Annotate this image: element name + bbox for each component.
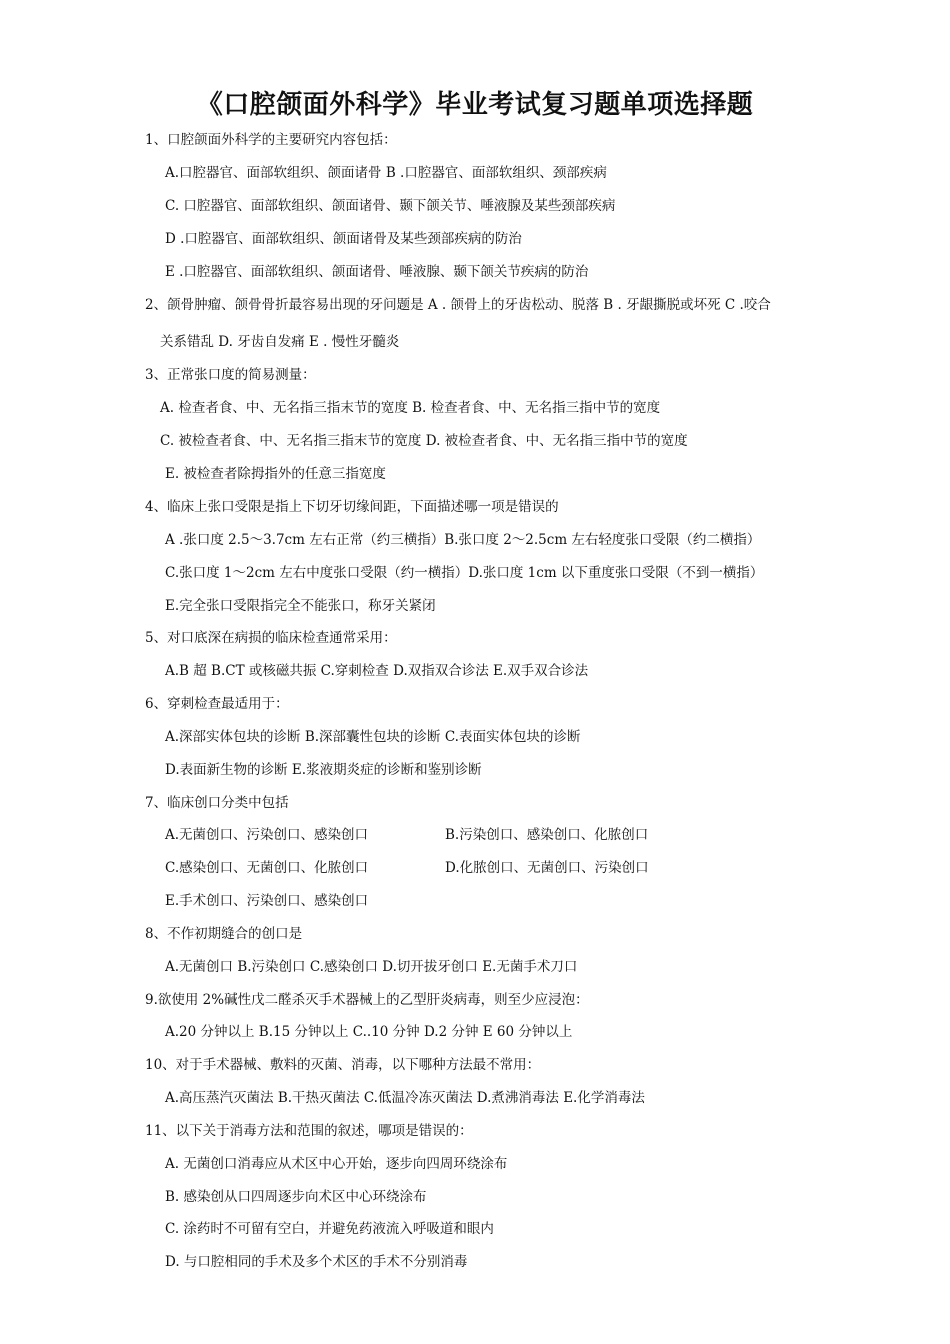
question-4-option-ab: A .张口度 2.5～3.7cm 左右正常（约三横指）B.张口度 2～2.5cm 左右轻度张口受限（约二横指） [165, 532, 761, 548]
question-10-options: A.高压蒸汽灭菌法 B.干热灭菌法 C.低温冷冻灭菌法 D.煮沸消毒法 E.化学消毒法 [165, 1090, 645, 1106]
question-3-stem: 3、正常张口度的简易测量： [145, 367, 316, 383]
question-3-option-ab: A. 检查者食、中、无名指三指末节的宽度 B. 检查者食、中、无名指三指中节的宽度 [160, 400, 661, 416]
question-6-option-abc: A.深部实体包块的诊断 B.深部囊性包块的诊断 C.表面实体包块的诊断 [165, 729, 581, 745]
question-8-options: A.无菌创口 B.污染创口 C.感染创口 D.切开拔牙创口 E.无菌手术刀口 [165, 959, 578, 975]
question-10-stem: 10、对于手术器械、敷料的灭菌、消毒，以下哪种方法最不常用： [145, 1057, 541, 1073]
question-3-option-cd: C. 被检查者食、中、无名指三指末节的宽度 D. 被检查者食、中、无名指三指中节的宽度 [160, 433, 688, 449]
question-7-option-b: B.污染创口、感染创口、化脓创口 [445, 827, 649, 843]
question-4-stem: 4、临床上张口受限是指上下切牙切缘间距，下面描述哪一项是错误的 [145, 499, 559, 515]
question-1-stem: 1、口腔颌面外科学的主要研究内容包括： [145, 132, 397, 148]
question-9-stem: 9.欲使用 2%碱性戊二醛杀灭手术器械上的乙型肝炎病毒，则至少应浸泡： [145, 992, 589, 1008]
question-7-stem: 7、临床创口分类中包括 [145, 795, 289, 811]
question-7-option-d: D.化脓创口、无菌创口、污染创口 [445, 860, 649, 876]
question-6-stem: 6、穿刺检查最适用于： [145, 696, 289, 712]
page-title: 《口腔颌面外科学》毕业考试复习题单项选择题 [196, 90, 754, 120]
question-11-option-c: C. 涂药时不可留有空白，并避免药液流入呼吸道和眼内 [165, 1221, 494, 1237]
question-11-option-a: A. 无菌创口消毒应从术区中心开始，逐步向四周环绕涂布 [165, 1156, 508, 1172]
question-8-stem: 8、不作初期缝合的创口是 [145, 926, 303, 942]
question-7-option-a: A.无菌创口、污染创口、感染创口 [165, 827, 369, 843]
question-5-stem: 5、对口底深在病损的临床检查通常采用： [145, 630, 397, 646]
question-1-option-c: C. 口腔器官、面部软组织、颌面诸骨、颞下颌关节、唾液腺及某些颈部疾病 [165, 198, 616, 214]
question-4-option-cd: C.张口度 1～2cm 左右中度张口受限（约一横指）D.张口度 1cm 以下重度张口受限（不到一横指） [165, 565, 764, 581]
question-9-options: A.20 分钟以上 B.15 分钟以上 C..10 分钟 D.2 分钟 E 60 分钟以上 [165, 1024, 573, 1040]
question-4-option-e: E.完全张口受限指完全不能张口，称牙关紧闭 [165, 598, 436, 614]
question-5-options: A.B 超 B.CT 或核磁共振 C.穿刺检查 D.双指双合诊法 E.双手双合诊法 [165, 663, 589, 679]
question-1-option-e: E .口腔器官、面部软组织、颌面诸骨、唾液腺、颞下颌关节疾病的防治 [165, 264, 589, 280]
question-2-stem: 2、颌骨肿瘤、颌骨骨折最容易出现的牙问题是 A . 颌骨上的牙齿松动、脱落 B . 牙龈撕脱或坏死 C .咬合 [145, 297, 771, 313]
question-11-option-d: D. 与口腔相同的手术及多个术区的手术不分别消毒 [165, 1254, 468, 1270]
question-1-option-ab: A.口腔器官、面部软组织、颌面诸骨 B .口腔器官、面部软组织、颈部疾病 [165, 165, 607, 181]
question-7-option-c: C.感染创口、无菌创口、化脓创口 [165, 860, 369, 876]
question-2-continuation: 关系错乱 D. 牙齿自发痛 E . 慢性牙髓炎 [160, 334, 400, 350]
question-6-option-de: D.表面新生物的诊断 E.浆液期炎症的诊断和鉴别诊断 [165, 762, 482, 778]
question-11-option-b: B. 感染创从口四周逐步向术区中心环绕涂布 [165, 1189, 427, 1205]
question-7-option-e: E.手术创口、污染创口、感染创口 [165, 893, 369, 909]
question-3-option-e: E. 被检查者除拇指外的任意三指宽度 [165, 466, 386, 482]
question-1-option-d: D .口腔器官、面部软组织、颌面诸骨及某些颈部疾病的防治 [165, 231, 522, 247]
question-11-stem: 11、以下关于消毒方法和范围的叙述，哪项是错误的： [145, 1123, 473, 1139]
